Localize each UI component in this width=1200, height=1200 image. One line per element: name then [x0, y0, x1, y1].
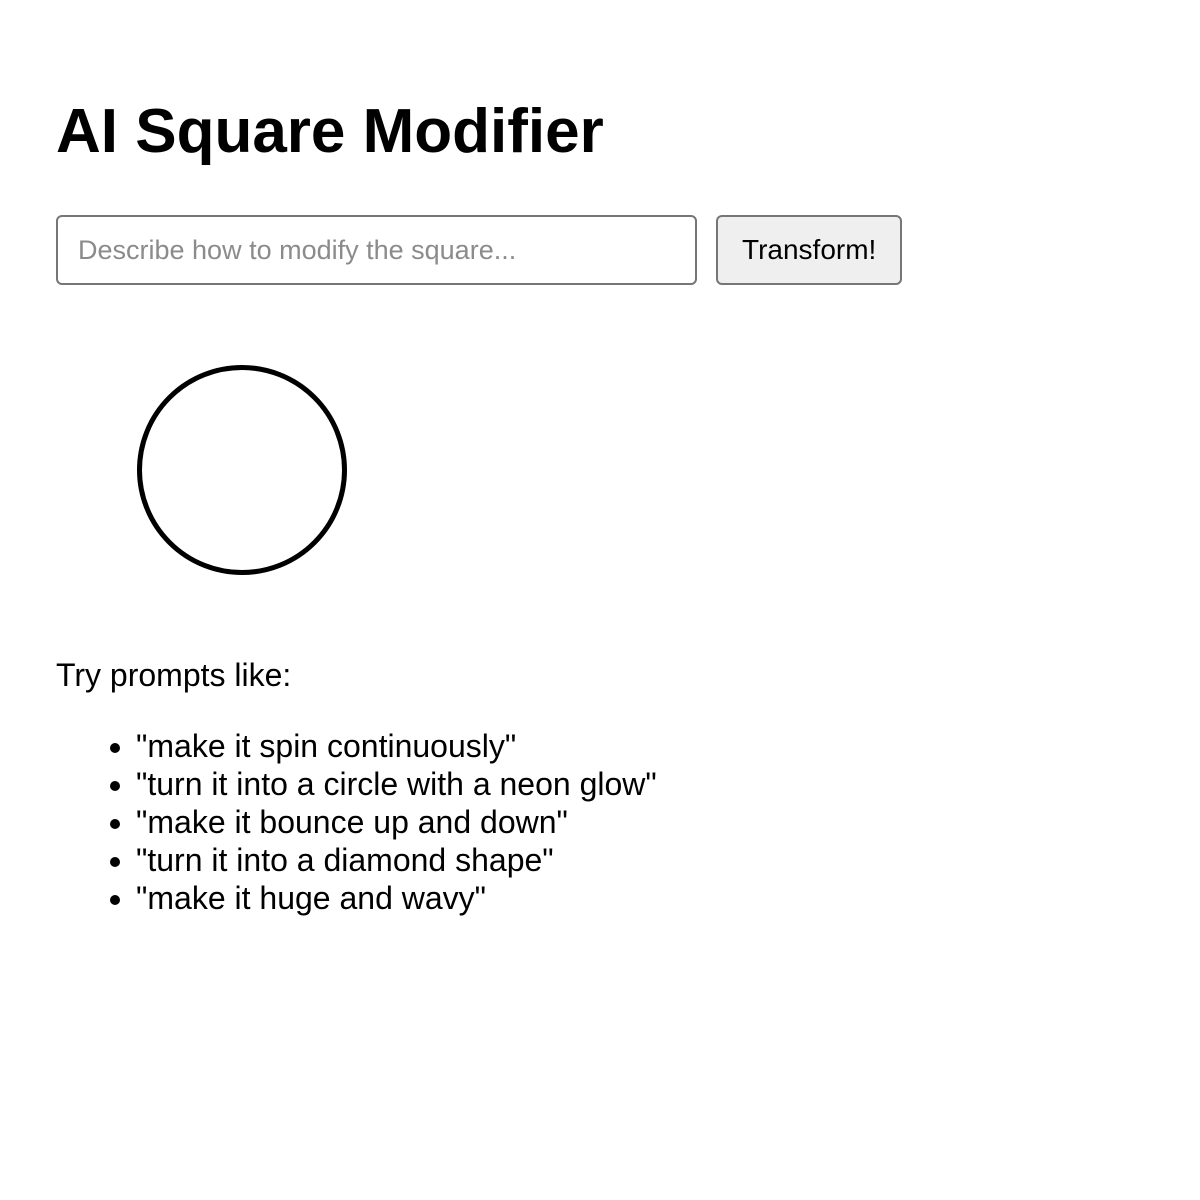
prompt-example-item: • "turn it into a circle with a neon glow": [136, 765, 1144, 803]
prompts-heading: Try prompts like:: [56, 657, 292, 694]
transform-button[interactable]: Transform!: [716, 215, 902, 285]
prompt-example-item: • "make it bounce up and down": [136, 803, 1144, 841]
prompt-input[interactable]: [56, 215, 697, 285]
prompt-controls-row: [56, 215, 1144, 285]
prompt-example-item: • "make it spin continuously": [136, 727, 1144, 765]
prompt-example-item: • "turn it into a diamond shape": [136, 841, 1144, 879]
page-title: AI Square Modifier: [56, 97, 604, 166]
shape-stage: [56, 365, 1144, 575]
prompts-list: [56, 727, 1144, 917]
prompt-example-item: • "make it huge and wavy": [136, 879, 1144, 917]
shape-circle: [137, 365, 347, 575]
